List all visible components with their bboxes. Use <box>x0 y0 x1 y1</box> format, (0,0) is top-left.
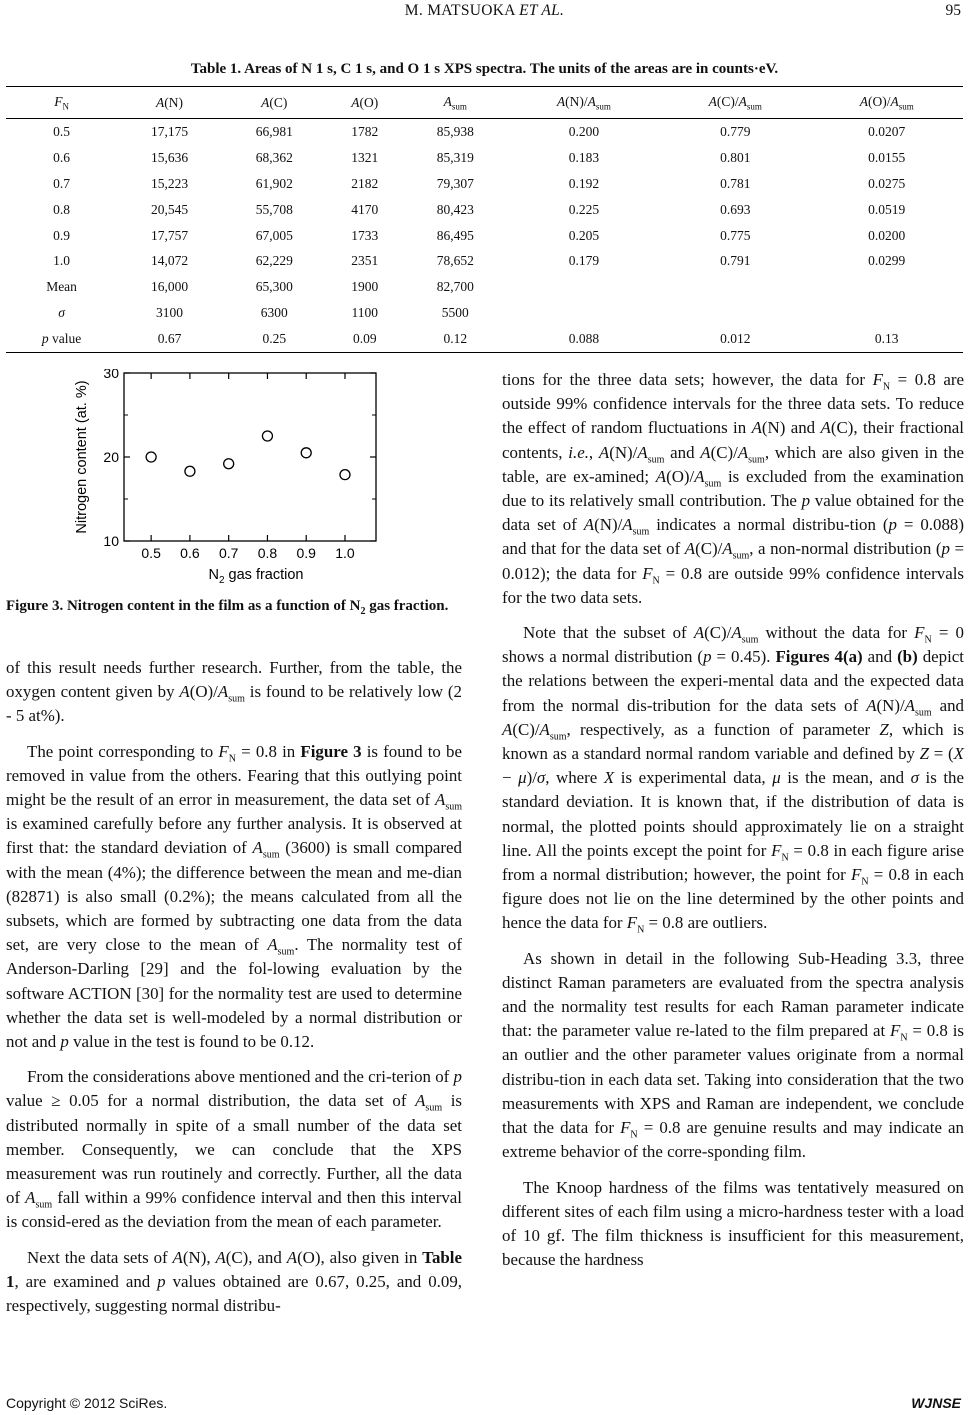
table-cell: 1900 <box>351 279 379 295</box>
col-header-an-asum: $A(N)/A_{sum}$ <box>508 87 660 119</box>
table-cell: 0.781 <box>720 175 751 191</box>
col-header-ac-asum: $A(C)/A_{sum}$ <box>660 87 810 119</box>
table-cell: 0.6 <box>53 149 70 165</box>
table-cell: 16,000 <box>150 279 189 295</box>
data-point <box>301 448 311 458</box>
y-tick-label: 30 <box>103 369 119 381</box>
x-tick-label: 1.0 <box>335 545 355 561</box>
table-cell: 0.0207 <box>868 123 906 139</box>
paragraph: Next the data sets of A(N), A(C), and A(O), also given in Table 1, are examined and p values obtained are 0.67, 0.25, and 0.09, respectively, suggesting normal distribu- <box>6 1247 462 1316</box>
table-cell: 15,636 <box>150 149 189 165</box>
table-cell: 2351 <box>351 253 379 269</box>
col-header-ac: A(C) <box>222 87 327 119</box>
col-header-asum: $A_{sum}$ <box>403 87 508 119</box>
table-cell: 17,757 <box>150 227 189 243</box>
data-point <box>146 452 156 462</box>
table-cell: 66,981 <box>255 123 293 139</box>
table-cell: 2182 <box>351 175 379 191</box>
table-cell: σ <box>58 305 65 321</box>
table-cell <box>508 300 660 326</box>
data-points <box>146 431 350 480</box>
table-cell: 0.088 <box>508 326 660 352</box>
table-row <box>6 171 963 197</box>
data-point <box>340 470 350 480</box>
table-cell: 0.5 <box>53 123 70 139</box>
axis-ticks <box>103 369 376 561</box>
table-cell: 0.13 <box>810 326 963 352</box>
table-cell: 55,708 <box>255 201 293 217</box>
col-header-ao-asum: $A(O)/A_{sum}$ <box>810 87 963 119</box>
data-point <box>224 459 234 469</box>
x-tick-label: 0.7 <box>218 545 239 561</box>
table1-body <box>6 119 963 353</box>
header-authors: M. MATSUOKA <box>404 2 515 19</box>
footer-journal: WJNSE <box>911 1395 961 1411</box>
table-row <box>6 119 963 145</box>
paragraph: The Knoop hardness of the films was tentatively measured on different sites of each film using a micro-hardness tester with a load of 10 gf. The film thickness is insufficient for this measurement, because the hardness <box>502 1177 964 1270</box>
paragraph: tions for the three data sets; however, the data for $F_N = 0.8$ are outside 99% confidence intervals for the three data sets. To reduce the effect of random fluctuations in A(N) and A(C), their fractional contents, i.e., $A(N)/A_{sum}$ and $A(C)/A_{sum}$, which are also given in the table, are ex-amined; $A(O)/A_{sum}$ is excluded from the examination due to its relatively small contribution. The p value obtained for the data set of $A(N)/A_{sum}$ indicates a normal distribu-tion (p = 0.088) and that for the data set of $A(C)/A_{sum}$, a non-normal distribution (p = 0.012); the data for $F_N = 0.8$ are outside 99% confidence intervals for the two data sets. <box>502 370 964 607</box>
table-cell: Mean <box>46 279 77 295</box>
table-cell: 14,072 <box>150 253 189 269</box>
table-row <box>6 274 963 300</box>
table-cell: 0.192 <box>568 175 600 191</box>
table-cell <box>660 274 810 300</box>
table-cell: 0.09 <box>327 326 403 352</box>
table1-header-row <box>6 87 963 119</box>
table-cell: 5500 <box>441 305 469 321</box>
table-cell: 0.0200 <box>868 227 906 243</box>
table-cell: 67,005 <box>255 227 293 243</box>
table-cell: 20,545 <box>150 201 189 217</box>
table-cell: 0.0519 <box>868 201 906 217</box>
col-header-ao: A(O) <box>327 87 403 119</box>
table-row <box>6 145 963 171</box>
table-cell: 78,652 <box>436 253 474 269</box>
paragraph: The point corresponding to $F_N = 0.8$ in Figure 3 is found to be removed in value from the others. Fearing that this outlying point might be the result of an error in measurement, the data set of $A_{sum}$ is examined carefully before any further analysis. It is observed at first that: the standard deviation of $A_{sum}$ (3600) is small compared with the mean (4%); the difference between the mean and me-dian (82871) is also small (0.2%); the means calculated from all the subsets, which are formed by subtracting one data from the data set, are very close to the mean of $A_{sum}$. The normality test of Anderson-Darling [29] and the fol-lowing evaluation by the software ACTION [30] for the normality test are used to determine whether the data set is well-modeled by a normal distribution or not and p value in the test is found to be 0.12. <box>6 741 462 1052</box>
figure3-chart <box>70 369 400 589</box>
table-cell: 0.0275 <box>868 175 906 191</box>
table-cell: 6300 <box>260 305 288 321</box>
table-cell: 1.0 <box>53 253 70 269</box>
table-cell <box>660 300 810 326</box>
table-cell: 80,423 <box>436 201 474 217</box>
table-cell: 1733 <box>351 227 379 243</box>
data-point <box>262 431 272 441</box>
table1 <box>6 86 963 353</box>
table-cell: 0.8 <box>53 201 70 217</box>
table-cell: 17,175 <box>150 123 189 139</box>
table-cell: 0.25 <box>222 326 327 352</box>
y-axis-label: Nitrogen content (at. %) <box>74 380 90 534</box>
paragraph: As shown in detail in the following Sub-Heading 3.3, three distinct Raman parameters are evaluated from the spectra analysis and the normality test results for each Raman parameter indicate that: the parameter value re-lated to the film prepared at $F_N = 0.8$ is an outlier and the other parameter values originate from a normal distribu-tion in each data set. Taking into consideration that the two measurements with XPS and Raman are independent, we conclude that the data for $F_N = 0.8$ are genuine results and may indicate an extreme behavior of the corre-sponding film. <box>502 948 965 1162</box>
col-header-fn: $F_N$ <box>6 87 117 119</box>
x-tick-label: 0.5 <box>141 545 161 561</box>
table-cell: 68,362 <box>255 149 293 165</box>
table-cell: 0.9 <box>53 227 70 243</box>
table-cell: p value <box>6 326 117 352</box>
y-tick-label: 20 <box>103 449 119 465</box>
table-cell: 15,223 <box>150 175 189 191</box>
header-etal: ET AL. <box>519 2 565 19</box>
x-axis-label: $N_2$ gas fraction <box>208 567 304 586</box>
table-cell: 3100 <box>156 305 184 321</box>
table-cell: 65,300 <box>255 279 293 295</box>
table-cell: 4170 <box>351 201 379 217</box>
table-cell: 0.779 <box>720 123 751 139</box>
table-cell: 0.12 <box>403 326 508 352</box>
table-row <box>6 223 963 249</box>
table-cell: 0.7 <box>53 175 70 191</box>
table-cell: 86,495 <box>436 227 474 243</box>
table-cell: 79,307 <box>436 175 474 191</box>
running-header <box>0 2 969 20</box>
table-cell: 0.801 <box>720 149 751 165</box>
y-tick-label: 10 <box>103 533 119 549</box>
table-cell: 1321 <box>351 149 379 165</box>
table-row <box>6 300 963 326</box>
data-point <box>185 466 195 476</box>
table-cell: 0.225 <box>568 201 600 217</box>
table1-caption: Table 1. Areas of N 1 s, C 1 s, and O 1 s XPS spectra. The units of the areas are in counts·eV. <box>190 61 779 77</box>
paragraph: of this result needs further research. Further, from the table, the oxygen content given by $A(O)/A_{sum}$ is found to be relatively low (2 - 5 at%). <box>6 658 463 726</box>
table-cell: 62,229 <box>255 253 293 269</box>
table-row <box>6 197 963 223</box>
figure3-caption: Figure 3. Nitrogen content in the film as a function of $N_2$ gas fraction. <box>6 598 449 617</box>
table-cell <box>810 300 963 326</box>
table-cell: 1782 <box>351 123 379 139</box>
table-row <box>6 326 963 352</box>
table-cell <box>810 274 963 300</box>
table-cell: 0.0299 <box>868 253 906 269</box>
col-header-an: A(N) <box>117 87 222 119</box>
right-column-text <box>502 368 964 1272</box>
table-cell: 0.012 <box>660 326 810 352</box>
table-cell: 61,902 <box>255 175 293 191</box>
left-column-text <box>6 656 462 1318</box>
table-cell: 0.183 <box>568 149 600 165</box>
table-cell: 85,938 <box>436 123 474 139</box>
table-cell: 0.791 <box>720 253 751 269</box>
table-cell: 85,319 <box>436 149 474 165</box>
table-cell: 82,700 <box>436 279 474 295</box>
table-cell: 0.775 <box>720 227 751 243</box>
table-cell: 0.67 <box>117 326 222 352</box>
table-cell <box>508 274 660 300</box>
plot-frame <box>124 373 376 541</box>
x-tick-label: 0.8 <box>257 545 278 561</box>
page-number: 95 <box>945 2 961 19</box>
table-row <box>6 248 963 274</box>
paragraph: Note that the subset of $A(C)/A_{sum}$ without the data for $F_N = 0$ shows a normal distribution (p = 0.45). Figures 4(a) and (b) depict the relations between the experi-mental data and the expected data from the normal dis-tribution for the data sets of $A(N)/A_{sum}$ and $A(C)/A_{sum}$, respectively, as a function of parameter Z, which is known as a standard normal random variable and defined by Z = (X − μ)/σ, where X is experimental data, μ is the mean, and σ is the standard deviation. It is known that, if the distribution of data is normal, the plotted points should approximately lie on a straight line. All the points except the point for $F_N = 0.8$ in each figure arise from a normal distribution; however, the point for $F_N = 0.8$ in each figure does not lie on the line determined by the other points and hence the data for $F_N = 0.8$ are outliers. <box>502 623 964 936</box>
footer-copyright: Copyright © 2012 SciRes. <box>6 1395 168 1411</box>
table-cell: 0.200 <box>568 123 600 139</box>
paragraph: From the considerations above mentioned and the cri-terion of p value ≥ 0.05 for a normal distribution, the data set of $A_{sum}$ is distributed normally in spite of a small number of the data set member. Consequently, we can conclude that the XPS measurement was run routinely and correctly. Further, all the data of $A_{sum}$ fall within a 99% confidence interval and then this interval is consid-ered as the deviation from the mean of each parameter. <box>6 1067 462 1232</box>
table-cell: 0.693 <box>720 201 751 217</box>
table-cell: 0.0155 <box>868 149 906 165</box>
table-cell: 1100 <box>351 305 379 321</box>
table-cell: 0.179 <box>568 253 600 269</box>
table-cell: 0.205 <box>568 227 600 243</box>
x-tick-label: 0.9 <box>296 545 316 561</box>
x-tick-label: 0.6 <box>180 545 200 561</box>
